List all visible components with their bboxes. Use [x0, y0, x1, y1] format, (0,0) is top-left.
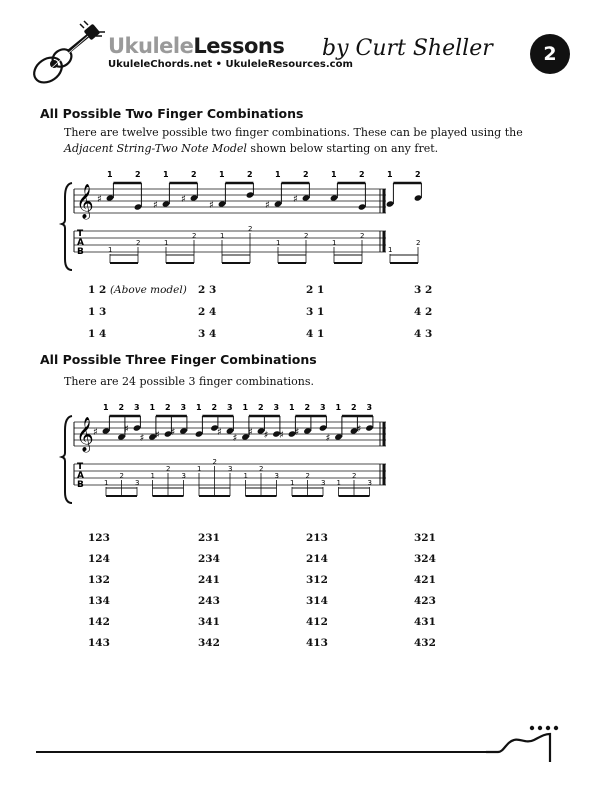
grid-cell: 413: [306, 637, 328, 649]
grid-value: 1 2: [88, 284, 107, 296]
tab-fret-number: 1: [290, 479, 295, 487]
grid-cell: 4 1: [306, 328, 325, 340]
sharp-sign-icon: ♯: [325, 433, 331, 444]
tab-fret-number: 1: [104, 479, 109, 487]
tab-label-t: T: [77, 462, 84, 472]
tab-label-b: B: [77, 247, 84, 257]
grid-cell: 213: [306, 532, 328, 544]
tab-fret-number: 2: [212, 458, 217, 466]
grid-cell: 143: [88, 637, 110, 649]
finger-number: 2: [118, 403, 125, 412]
grid-cell: 3 4: [198, 328, 217, 340]
grid-cell: 241: [198, 574, 220, 586]
grid-cell: 314: [306, 595, 328, 607]
sharp-sign-icon: ♯: [356, 424, 362, 435]
sharp-sign-icon: ♯: [265, 200, 270, 211]
finger-number: 2: [415, 170, 421, 179]
finger-number: 1: [242, 403, 249, 412]
tab-fret-number: 2: [352, 472, 357, 480]
section1-para-text: There are twelve possible two finger combinations. These can be played using the: [64, 126, 523, 139]
sharp-sign-icon: ♯: [209, 200, 214, 211]
tab-label-a: A: [77, 471, 84, 481]
grid-cell: 124: [88, 553, 110, 565]
finger-number: 3: [320, 403, 326, 412]
tab-fret-number: 2: [305, 472, 310, 480]
finger-number: 3: [273, 403, 280, 412]
section1-para-italic: Adjacent String-Two Note Model: [64, 142, 247, 155]
grid-cell: 123: [88, 532, 110, 544]
finger-number: 1: [107, 170, 113, 179]
sharp-sign-icon: ♯: [248, 427, 253, 438]
section2-heading: All Possible Three Finger Combinations: [40, 352, 317, 367]
grid-cell: [88, 284, 187, 296]
grid-cell: 412: [306, 616, 328, 628]
grid-cell: 342: [198, 637, 220, 649]
finger-number: 1: [103, 403, 109, 412]
finger-number: 3: [227, 403, 233, 412]
grid-cell: 243: [198, 595, 220, 607]
brand-title: [108, 34, 284, 58]
tab-fret-number: 2: [136, 239, 141, 247]
tab-fret-number: 1: [332, 239, 337, 247]
finger-number: 2: [351, 403, 357, 412]
page-number-badge: 2: [530, 34, 570, 74]
grid-cell: 4 2: [414, 306, 433, 318]
finger-number: 1: [289, 403, 295, 412]
tab-fret-number: 2: [119, 472, 124, 480]
grid-cell: 2 4: [198, 306, 217, 318]
tab-fret-number: 1: [108, 246, 113, 254]
finger-number: 2: [303, 170, 309, 179]
treble-clef-icon: 𝄞: [76, 417, 94, 452]
finger-number: 3: [180, 403, 187, 412]
sharp-sign-icon: ♯: [155, 430, 160, 441]
grid-note: (Above model): [109, 284, 187, 296]
grid-cell: 214: [306, 553, 328, 565]
tab-fret-number: 1: [336, 479, 341, 487]
grid-cell: 1 3: [88, 306, 107, 318]
tab-fret-number: 1: [388, 246, 393, 254]
sharp-sign-icon: ♯: [263, 430, 269, 441]
section2-paragraph: There are 24 possible 3 finger combinations.: [64, 375, 314, 388]
sharp-sign-icon: ♯: [153, 200, 158, 211]
grid-cell: 324: [414, 553, 436, 565]
tab-fret-number: 1: [150, 472, 155, 480]
sharp-sign-icon: ♯: [97, 194, 102, 205]
byline: by Curt Sheller: [322, 36, 493, 61]
tab-fret-number: 1: [197, 465, 202, 473]
sharp-sign-icon: ♯: [279, 430, 284, 441]
tab-fret-number: 1: [243, 472, 248, 480]
tab-fret-number: 3: [135, 479, 140, 487]
finger-number: 2: [211, 403, 218, 412]
tab-fret-number: 3: [228, 465, 233, 473]
three-finger-combination-grid: [88, 532, 548, 657]
tab-label-a: A: [77, 238, 84, 248]
tab-label-t: T: [77, 229, 84, 239]
grid-cell: 431: [414, 616, 436, 628]
grid-cell: 134: [88, 595, 110, 607]
sharp-sign-icon: ♯: [181, 194, 186, 205]
finger-number: 1: [149, 403, 156, 412]
two-finger-combination-grid: [88, 284, 548, 350]
section1-para-end: shown below starting on any fret.: [246, 142, 439, 155]
section1-paragraph: [64, 125, 544, 157]
finger-number: 3: [134, 403, 140, 412]
sharp-sign-icon: ♯: [294, 427, 300, 438]
finger-number: 2: [258, 403, 264, 412]
finger-number: 1: [163, 170, 169, 179]
grid-cell: 231: [198, 532, 220, 544]
finger-number: 2: [191, 170, 197, 179]
grid-cell: 432: [414, 637, 436, 649]
finger-number: 2: [135, 170, 141, 179]
finger-number: 2: [247, 170, 253, 179]
tab-fret-number: 1: [164, 239, 169, 247]
notation-two-finger: [60, 165, 421, 275]
section1-heading: All Possible Two Finger Combinations: [40, 106, 304, 121]
sharp-sign-icon: ♯: [293, 194, 298, 205]
tab-fret-number: 3: [274, 472, 279, 480]
finger-number: 1: [387, 170, 393, 179]
grid-cell: 423: [414, 595, 436, 607]
tab-fret-number: 2: [248, 225, 253, 233]
grid-cell: 321: [414, 532, 436, 544]
tab-fret-number: 1: [220, 232, 225, 240]
grid-cell: 4 3: [414, 328, 433, 340]
tab-fret-number: 3: [367, 479, 372, 487]
tab-fret-number: 3: [181, 472, 186, 480]
treble-clef-icon: 𝄞: [76, 184, 94, 219]
tab-fret-number: 2: [360, 232, 365, 240]
grid-cell: 142: [88, 616, 110, 628]
grid-cell: 312: [306, 574, 328, 586]
brand-part2: Lessons: [193, 34, 285, 58]
grid-cell: 2 3: [198, 284, 217, 296]
tab-fret-number: 3: [321, 479, 326, 487]
tab-fret-number: 2: [259, 465, 264, 473]
grid-cell: 3 1: [306, 306, 325, 318]
notation-three-finger: [60, 398, 395, 513]
finger-number: 3: [366, 403, 373, 412]
finger-number: 1: [275, 170, 281, 179]
website-links: UkuleleChords.net • UkuleleResources.com: [108, 59, 353, 70]
tab-fret-number: 2: [304, 232, 309, 240]
sharp-sign-icon: ♯: [217, 427, 222, 438]
sharp-sign-icon: ♯: [232, 433, 238, 444]
grid-cell: 234: [198, 553, 220, 565]
finger-number: 2: [304, 403, 311, 412]
grid-cell: 341: [198, 616, 220, 628]
ukulele-headstock-icon: [486, 722, 566, 762]
grid-cell: 3 2: [414, 284, 433, 296]
sharp-sign-icon: ♯: [170, 427, 176, 438]
finger-number: 1: [335, 403, 342, 412]
finger-number: 1: [219, 170, 225, 179]
sharp-sign-icon: ♯: [93, 427, 98, 438]
tab-fret-number: 2: [416, 239, 421, 247]
sharp-sign-icon: ♯: [139, 433, 145, 444]
grid-cell: 2 1: [306, 284, 325, 296]
tab-fret-number: 2: [192, 232, 197, 240]
finger-number: 1: [331, 170, 337, 179]
tab-fret-number: 2: [166, 465, 171, 473]
brand-part1: Ukulele: [108, 34, 194, 58]
finger-number: 2: [165, 403, 171, 412]
finger-number: 2: [359, 170, 365, 179]
tab-label-b: B: [77, 480, 84, 490]
notes-layer: [97, 170, 422, 263]
sharp-sign-icon: ♯: [124, 424, 129, 435]
ukulele-icon: [28, 22, 106, 88]
notes-layer: [93, 403, 374, 496]
footer-rule: [36, 751, 496, 753]
grid-cell: 421: [414, 574, 436, 586]
grid-cell: 132: [88, 574, 110, 586]
finger-number: 1: [196, 403, 202, 412]
tab-fret-number: 1: [276, 239, 281, 247]
grid-cell: 1 4: [88, 328, 107, 340]
